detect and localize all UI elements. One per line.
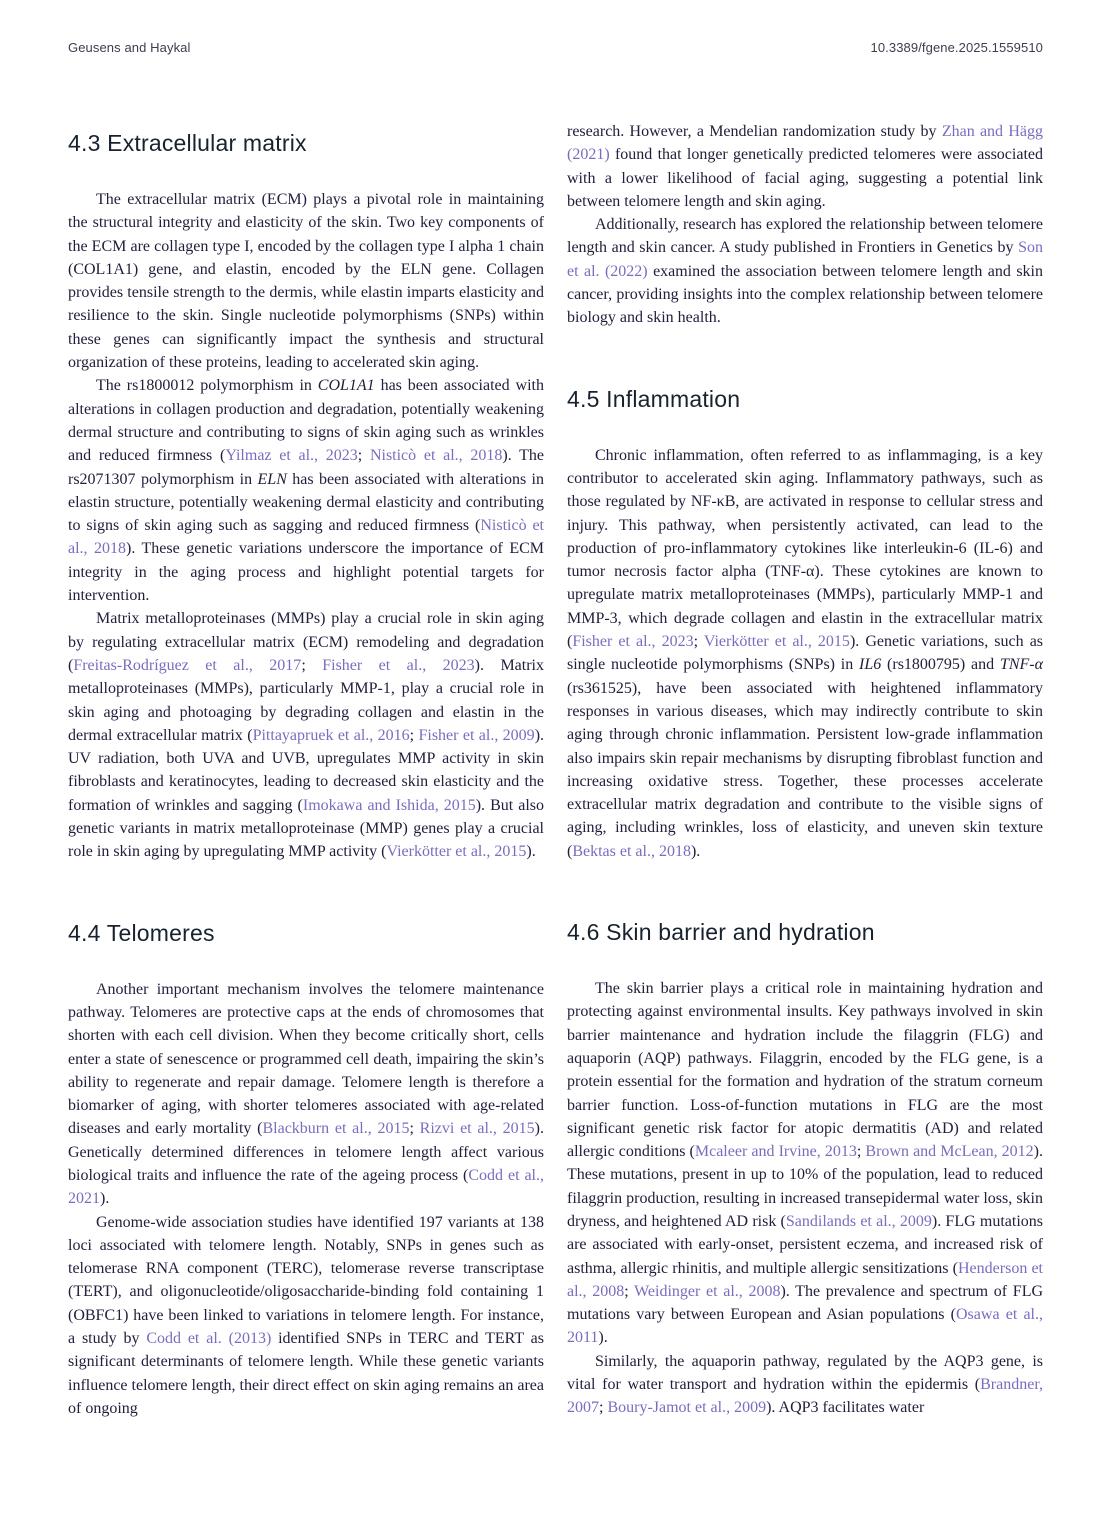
citation-link[interactable]: Weidinger et al., 2008 [634, 1282, 781, 1300]
text-run: (rs361525), have been associated with heightened inflammatory responses in various diseases, which may indirectly contribute to skin aging through chronic inflammation. Persistent low-grade inflammation also impairs skin repair mechanisms by disrupting fibroblast function and increasing oxidative stress. Together, these processes accelerate extracellular matrix degradation and contribute to the visible signs of aging, including wrinkles, loss of elasticity, and uneven skin texture ( [567, 679, 1043, 860]
text-run: Another important mechanism involves the telomere maintenance pathway. Telomeres are protective caps at the ends of chromosomes that shorten with each cell division. When they become critically short, cells enter a state of senescence or programmed cell death, impairing the skin’s ability to regenerate and repair damage. Telomere length is therefore a biomarker of aging, with shorter telomeres associated with age-related diseases and early mortality ( [68, 980, 544, 1138]
citation-link[interactable]: Boury-Jamot et al., 2009 [607, 1399, 767, 1417]
text-run: ). [690, 842, 701, 860]
text-run: ). These genetic variations underscore the importance of ECM integrity in the aging process and highlight potential targets for intervention. [68, 540, 544, 605]
paragraph [68, 1211, 544, 1421]
text-run: (rs1800795) and [881, 656, 1000, 674]
section-heading: 4.5 Inflammation [567, 385, 741, 412]
column-left [68, 120, 544, 1420]
italic-term: IL6 [859, 656, 882, 674]
citation-link[interactable]: Zhan and Hägg (2021) [567, 123, 1043, 164]
text-run: ). UV radiation, both UVA and UVB, upregulates MMP activity in skin fibroblasts and keratinocytes, leading to decreased skin elasticity and the formation of wrinkles and sagging ( [68, 726, 545, 814]
paragraph [68, 607, 544, 863]
text-run: ; [409, 726, 419, 744]
italic-term: TNF-α [999, 656, 1044, 674]
citation-link[interactable]: Yilmaz et al., 2023 [225, 447, 358, 465]
citation-link[interactable]: Fisher et al., 2009 [418, 726, 535, 744]
doi-text: 10.3389/fgene.2025.1559510 [870, 40, 1043, 55]
citation-link[interactable]: Bektas et al., 2018 [572, 842, 691, 860]
citation-link[interactable]: Fisher et al., 2023 [322, 656, 475, 674]
page-header [68, 40, 1043, 55]
text-run: The skin barrier plays a critical role in maintaining hydration and protecting against environmental insults. Key pathways involved in skin barrier maintenance and hydration include the filaggrin (FLG) and aquaporin (AQP) pathways. Filaggrin, encoded by the FLG gene, is a protein essential for the formation and hydration of the stratum corneum barrier function. Loss-of-function mutations in FLG are the most significant genetic risk factor for atopic dermatitis (AD) and related allergic conditions ( [567, 980, 1043, 1161]
text-run: ). The prevalence and spectrum of FLG mutations vary between European and Asian populations ( [567, 1282, 1044, 1324]
paragraph [68, 374, 544, 607]
citation-link[interactable]: Henderson et al., 2008 [567, 1259, 1044, 1300]
text-run: ). Matrix metalloproteinases (MMPs), particularly MMP-1, play a crucial role in skin aging and photoaging by degrading collagen and elastin in the dermal extracellular matrix ( [68, 656, 544, 744]
text-run: has been associated with alterations in elastin structure, potentially weakening dermal elasticity and contributing to signs of skin aging such as sagging and reduced firmness ( [68, 470, 545, 535]
paragraph [567, 120, 1043, 213]
paragraph [68, 978, 544, 1211]
text-run: Genome-wide association studies have identified 197 variants at 138 loci associated with telomere length. Notably, SNPs in genes such as telomerase RNA component (TERC), telomerase reverse transcriptase (TERT), and oligonucleotide/oligosaccharide-binding fold containing 1 (OBFC1) have been linked to variations in telomere length. For instance, a study by [68, 1213, 544, 1348]
section-heading: 4.4 Telomeres [68, 919, 215, 946]
text-run: ; [357, 447, 370, 465]
paragraph [567, 213, 1043, 329]
text-run: ). But also genetic variants in matrix metalloproteinase (MMP) genes play a crucial role in skin aging by upregulating MMP activity ( [68, 796, 544, 861]
citation-link[interactable]: Rizvi et al., 2015 [419, 1120, 535, 1138]
text-run: ; [856, 1143, 866, 1161]
text-run: ). [100, 1190, 110, 1208]
citation-link[interactable]: Pittayapruek et al., 2016 [252, 726, 410, 744]
citation-link[interactable]: Nisticò et al., 2018 [68, 517, 545, 558]
italic-term: COL1A1 [317, 377, 375, 395]
citation-link[interactable]: Son et al. (2022) [567, 239, 1043, 280]
text-run: ). These mutations, present in up to 10% of the population, lead to reduced filaggrin production, resulting in increased transepidermal water loss, skin dryness, and heightened AD risk ( [567, 1143, 1043, 1230]
text-run: Similarly, the aquaporin pathway, regulated by the AQP3 gene, is vital for water transport and hydration within the epidermis ( [567, 1352, 1043, 1394]
text-run: ). [526, 843, 536, 861]
text-run: ). FLG mutations are associated with early-onset, persistent eczema, and increased risk of asthma, allergic rhinitis, and multiple allergic sensitizations ( [567, 1212, 1043, 1277]
text-run: examined the association between telomere length and skin cancer, providing insights into the complex relationship between telomere biology and skin health. [567, 262, 1043, 327]
section-heading: 4.3 Extracellular matrix [68, 130, 307, 156]
text-run: ). [598, 1329, 608, 1347]
citation-link[interactable]: Fisher et al., 2023 [572, 633, 694, 651]
italic-term: ELN [257, 470, 287, 488]
citation-link[interactable]: Codd et al., 2021 [68, 1166, 545, 1208]
text-run: ; [301, 656, 323, 674]
article-body [68, 120, 1043, 1420]
citation-link[interactable]: Vierkötter et al., 2015 [703, 633, 850, 651]
text-run: research. However, a Mendelian randomization study by [567, 123, 942, 140]
text-run: ). AQP3 facilitates water [766, 1399, 925, 1417]
paragraph [567, 1350, 1043, 1420]
text-run: Chronic inflammation, often referred to as inflammaging, is a key contributor to accelerated skin aging. Inflammatory pathways, such as those regulated by NF-κB, are activated in response to cellular stress and injury. This pathway, when persistently activated, can lead to the production of pro-inflammatory cytokines like interleukin-6 (IL-6) and tumor necrosis factor alpha (TNF-α). These cytokines are known to upregulate matrix metalloproteinases (MMPs), particularly MMP-1 and MMP-3, which degrade collagen and elastin in the extracellular matrix ( [567, 446, 1043, 651]
text-run: ; [599, 1399, 608, 1417]
citation-link[interactable]: Vierkötter et al., 2015 [386, 843, 527, 861]
text-run: ; [693, 633, 704, 651]
text-run: ). Genetic variations, such as single nucleotide polymorphisms (SNPs) in [567, 633, 1044, 674]
text-run: ; [409, 1120, 420, 1138]
running-head-authors: Geusens and Haykal [68, 40, 191, 55]
citation-link[interactable]: Nisticò et al., 2018 [369, 447, 503, 465]
citation-link[interactable]: Brown and McLean, 2012 [865, 1143, 1034, 1161]
text-run: The rs1800012 polymorphism in [96, 377, 318, 395]
paragraph [567, 977, 1043, 1350]
citation-link[interactable]: Freitas-Rodríguez et al., 2017 [73, 656, 302, 674]
text-run: ). The rs2071307 polymorphism in [68, 447, 545, 488]
citation-link[interactable]: Codd et al. (2013) [146, 1330, 272, 1348]
text-run: ). Genetically determined differences in telomere length affect various biological traits and influence the rate of the ageing process ( [68, 1120, 544, 1184]
text-run: identified SNPs in TERC and TERT as significant determinants of telomere length. While these genetic variants influence telomere length, their direct effect on skin aging remains an area of ongoing [68, 1330, 544, 1417]
citation-link[interactable]: Imokawa and Ishida, 2015 [302, 796, 476, 814]
citation-link[interactable]: Blackburn et al., 2015 [262, 1120, 410, 1138]
paragraph [68, 188, 544, 374]
text-run: Additionally, research has explored the relationship between telomere length and skin cancer. A study published in Frontiers in Genetics by [567, 216, 1043, 257]
text-run: has been associated with alterations in collagen production and degradation, potentially weakening dermal structure and contributing to signs of skin aging such as wrinkles and reduced firmness ( [68, 377, 544, 465]
citation-link[interactable]: Mcaleer and Irvine, 2013 [694, 1143, 857, 1161]
section-heading: 4.6 Skin barrier and hydration [567, 919, 875, 946]
text-run: Matrix metalloproteinases (MMPs) play a crucial role in skin aging by regulating extracellular matrix (ECM) remodeling and degradation ( [68, 610, 544, 674]
column-right [567, 120, 1043, 1420]
paragraph [567, 444, 1043, 863]
citation-link[interactable]: Osawa et al., 2011 [567, 1306, 1044, 1347]
text-run: found that longer genetically predicted telomeres were associated with a lower likelihood of facial aging, suggesting a potential link between telomere length and skin aging. [567, 146, 1043, 210]
citation-link[interactable]: Sandilands et al., 2009 [785, 1212, 932, 1230]
citation-link[interactable]: Brandner, 2007 [567, 1376, 1043, 1417]
text-run: The extracellular matrix (ECM) plays a pivotal role in maintaining the structural integrity and elasticity of the skin. Two key components of the ECM are collagen type I, encoded by the collagen type I alpha 1 chain (COL1A1) gene, and elastin, encoded by the ELN gene. Collagen provides tensile strength to the dermis, while elastin imparts elasticity and resilience to the skin. Single nucleotide polymorphisms (SNPs) within these genes can significantly impact the synthesis and structural organization of these proteins, leading to accelerated skin aging. [68, 191, 544, 372]
text-run: ; [624, 1282, 635, 1300]
